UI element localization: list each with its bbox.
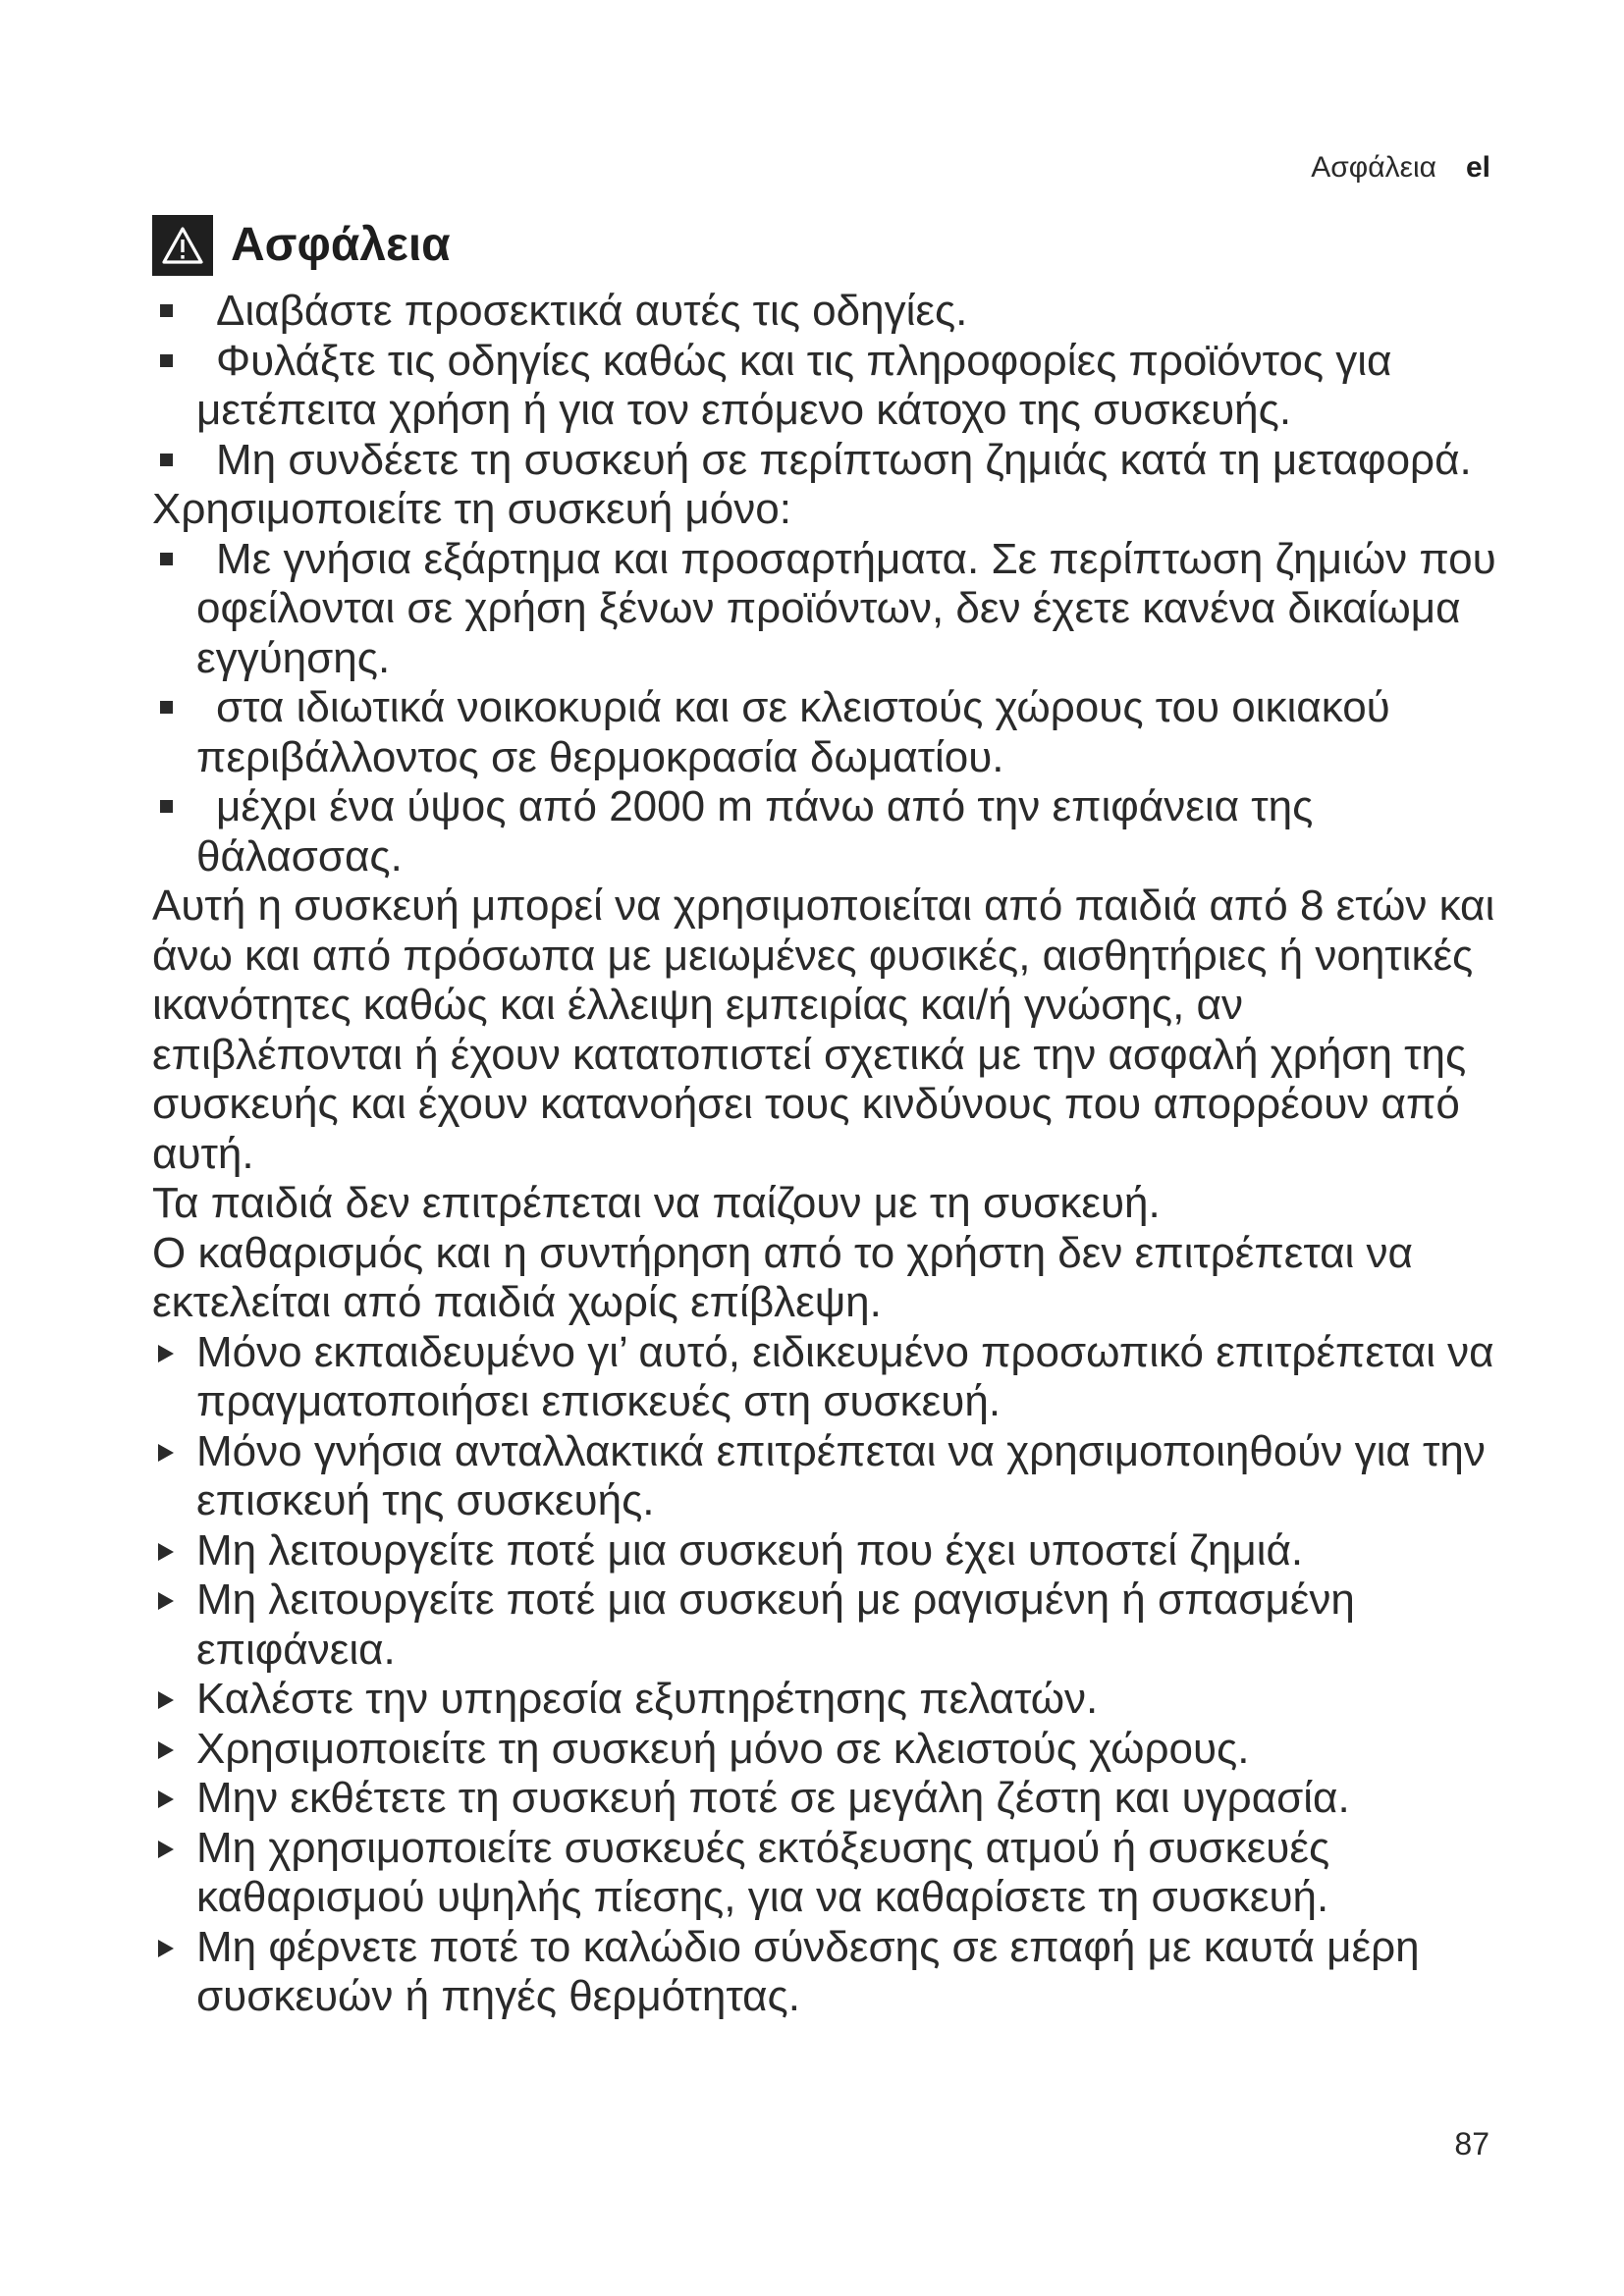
- section-heading: [152, 214, 1497, 277]
- running-header: [1311, 150, 1490, 186]
- square-bullet-icon: [160, 304, 173, 317]
- square-bullet-icon: [160, 354, 173, 367]
- instruction-item: [152, 1923, 1497, 2022]
- list-item-text: στα ιδιωτικά νοικοκυριά και σε κλειστούς χώρους του οικιακού περιβάλλοντος σε θερμοκρασία δωματίου.: [196, 683, 1390, 781]
- running-header-section: Ασφάλεια: [1311, 151, 1436, 184]
- warning-triangle-icon: [152, 215, 213, 276]
- instruction-item: [152, 1725, 1497, 1775]
- arrow-bullet-icon: [158, 1841, 174, 1858]
- instruction-item: [152, 1328, 1497, 1427]
- language-code: el: [1465, 151, 1490, 184]
- arrow-bullet-icon: [158, 1592, 174, 1610]
- list-item-text: μέχρι ένα ύψος από 2000 m πάνω από την επιφάνεια της θάλασσας.: [196, 782, 1314, 881]
- instruction-item: [152, 1575, 1497, 1675]
- square-bullet-icon: [160, 800, 173, 813]
- instruction-text: Μόνο γνήσια ανταλλακτικά επιτρέπεται να χρησιμοποιηθούν για την επισκευή της συσκευής.: [196, 1426, 1486, 1524]
- page-number: 87: [1454, 2126, 1489, 2162]
- arrow-bullet-icon: [158, 1940, 174, 1957]
- instruction-text: Μη λειτουργείτε ποτέ μια συσκευή με ραγισμένη ή σπασμένη επιφάνεια.: [196, 1575, 1355, 1674]
- list-item-text: Φυλάξτε τις οδηγίες καθώς και τις πληροφορίες προϊόντος για μετέπειτα χρήση ή για τον επόμενο κάτοχο της συσκευής.: [196, 336, 1392, 434]
- instruction-text: Μόνο εκπαιδευμένο γι’ αυτό, ειδικευμένο προσωπικό επιτρέπεται να πραγματοποιήσει επισκευές στη συσκευή.: [196, 1327, 1494, 1425]
- instruction-text: Μη φέρνετε ποτέ το καλώδιο σύνδεσης σε επαφή με καυτά μέρη συσκευών ή πηγές θερμότητας.: [196, 1922, 1420, 2020]
- list-item: [152, 535, 1497, 684]
- instruction-text: Μη χρησιμοποιείτε συσκευές εκτόξευσης ατμού ή συσκευές καθαρισμού υψηλής πίεσης, για να καθαρίσετε τη συσκευή.: [196, 1823, 1330, 1921]
- instruction-item: [152, 1526, 1497, 1576]
- list-item: [152, 436, 1497, 486]
- arrow-bullet-icon: [158, 1790, 174, 1808]
- instruction-text: Μη λειτουργείτε ποτέ μια συσκευή που έχει υποστεί ζημιά.: [196, 1525, 1304, 1575]
- instruction-item: [152, 1675, 1497, 1725]
- square-bullet-icon: [160, 553, 173, 565]
- list-item: [152, 683, 1497, 782]
- arrow-bullet-icon: [158, 1741, 174, 1759]
- instruction-item: [152, 1824, 1497, 1923]
- list-item: [152, 337, 1497, 436]
- body-paragraph: Αυτή η συσκευή μπορεί να χρησιμοποιείται από παιδιά από 8 ετών και άνω και από πρόσωπα με μειωμένες φυσικές, αισθητήριες ή νοητικές ικανότητες καθώς και έλλειψη εμπειρίας και/ή γνώσης, αν επιβλέπονται ή έχουν κατατοπιστεί σχετικά με την ασφαλή χρήση της συσκευής και έχουν κατανοήσει τους κινδύνους που απορρέουν από αυτή.: [152, 881, 1495, 1178]
- arrow-bullet-icon: [158, 1444, 174, 1462]
- instruction-text: Χρησιμοποιείτε τη συσκευή μόνο σε κλειστούς χώρους.: [196, 1724, 1250, 1773]
- body-paragraph: Ο καθαρισμός και η συντήρηση από το χρήστη δεν επιτρέπεται να εκτελείται από παιδιά χωρίς επίβλεψη.: [152, 1228, 1413, 1326]
- arrow-bullet-icon: [158, 1543, 174, 1561]
- list-item-text: Μη συνδέετε τη συσκευή σε περίπτωση ζημιάς κατά τη μεταφορά.: [216, 435, 1472, 484]
- arrow-bullet-icon: [158, 1691, 174, 1709]
- square-bullet-icon: [160, 454, 173, 466]
- safety-section: [152, 214, 1497, 2022]
- use-only-intro: Χρησιμοποιείτε τη συσκευή μόνο:: [152, 485, 791, 533]
- list-item-text: Διαβάστε προσεκτικά αυτές τις οδηγίες.: [216, 287, 968, 335]
- square-bullet-icon: [160, 701, 173, 714]
- instruction-item: [152, 1427, 1497, 1526]
- instruction-item: [152, 1774, 1497, 1824]
- body-paragraph: Τα παιδιά δεν επιτρέπεται να παίζουν με τη συσκευή.: [152, 1179, 1161, 1227]
- arrow-bullet-icon: [158, 1345, 174, 1362]
- instruction-text: Καλέστε την υπηρεσία εξυπηρέτησης πελατών.: [196, 1675, 1099, 1723]
- section-title: Ασφάλεια: [231, 218, 451, 271]
- instruction-text: Μην εκθέτετε τη συσκευή ποτέ σε μεγάλη ζέστη και υγρασία.: [196, 1774, 1350, 1822]
- list-item-text: Με γνήσια εξάρτημα και προσαρτήματα. Σε περίπτωση ζημιών που οφείλονται σε χρήση ξένων προϊόντων, δεν έχετε κανένα δικαίωμα εγγύησης.: [196, 534, 1496, 682]
- list-item: [152, 782, 1497, 881]
- list-item: [152, 287, 1497, 337]
